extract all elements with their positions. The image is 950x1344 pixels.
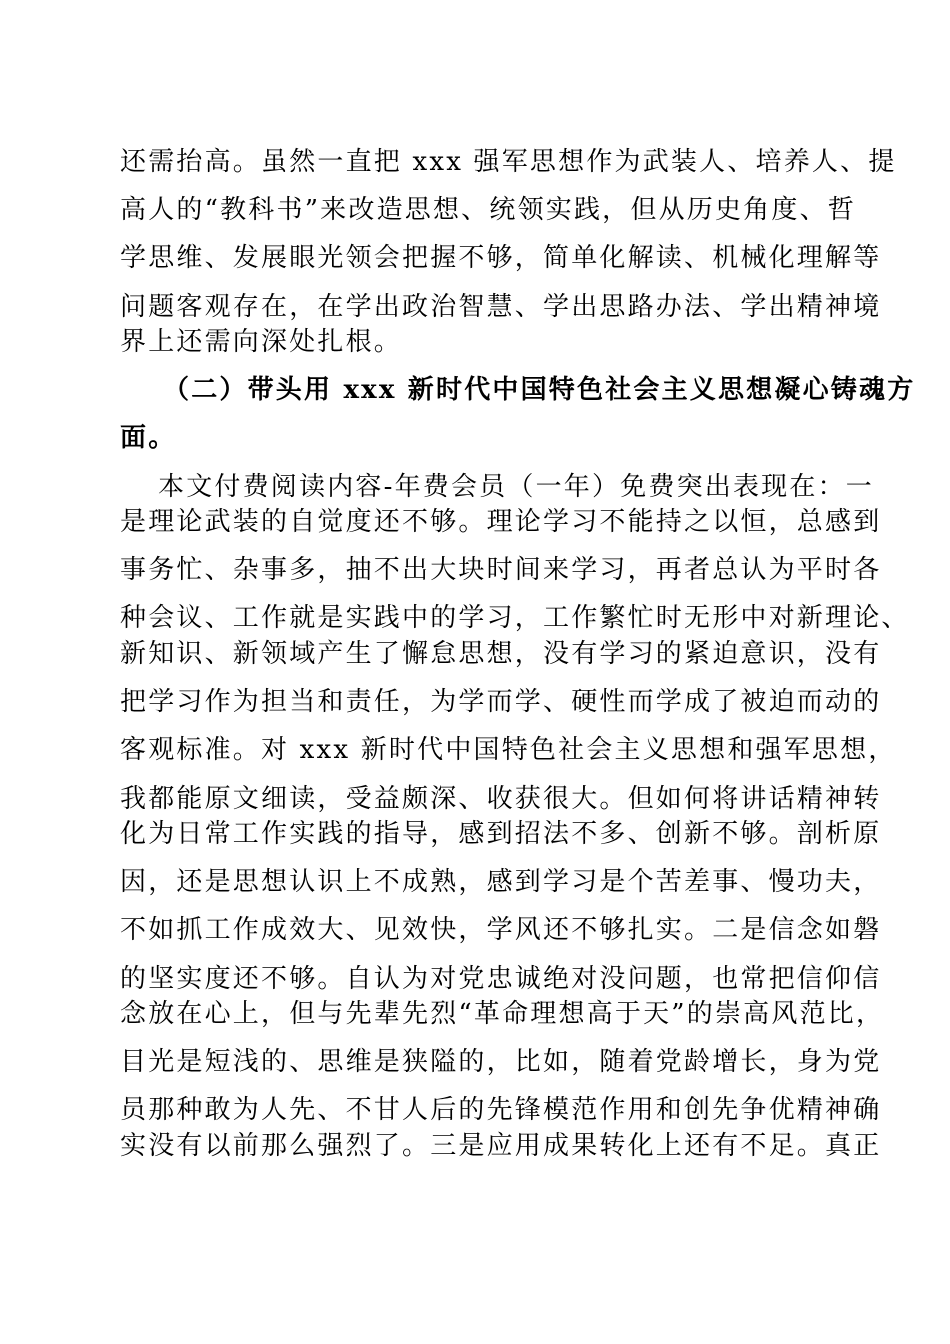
paragraph-line: 员那种敢为人先、不甘人后的先锋模范作用和创先争优精神确 <box>120 1095 882 1125</box>
paragraph-line: 新知识、新领域产生了懈怠思想，没有学习的紧迫意识，没有 <box>120 639 882 669</box>
paragraph-line: 是理论武装的自觉度还不够。理论学习不能持之以恒，总感到 <box>120 507 882 537</box>
paragraph-line: 的坚实度还不够。自认为对党忠诚绝对没问题，也常把信仰信 <box>120 964 882 994</box>
paragraph-line: 把学习作为担当和责任，为学而学、硬性而学成了被迫而动的 <box>120 687 882 717</box>
paragraph-line: 界上还需向深处扎根。 <box>120 327 403 357</box>
section-heading: （二）带头用 xxx 新时代中国特色社会主义思想凝心铸魂方 <box>163 375 916 405</box>
section-heading-continued: 面。 <box>120 423 177 453</box>
paragraph-line: 学思维、发展眼光领会把握不够，简单化解读、机械化理解等 <box>120 243 882 273</box>
paragraph-line: 我都能原文细读，受益颇深、收获很大。但如何将讲话精神转 <box>120 784 882 814</box>
paragraph-line: 还需抬高。虽然一直把 xxx 强军思想作为武装人、培养人、提 <box>120 147 897 177</box>
paragraph-line: 不如抓工作成效大、见效快，学风还不够扎实。二是信念如磐 <box>120 915 882 945</box>
paragraph-line: 种会议、工作就是实践中的学习，工作繁忙时无形中对新理论、 <box>120 603 910 633</box>
paragraph-line: 化为日常工作实践的指导，感到招法不多、创新不够。剖析原 <box>120 819 882 849</box>
paragraph-line: 本文付费阅读内容-年费会员（一年）免费突出表现在：一 <box>158 472 874 502</box>
paragraph-line: 客观标准。对 xxx 新时代中国特色社会主义思想和强军思想， <box>120 735 897 765</box>
paragraph-line: 实没有以前那么强烈了。三是应用成果转化上还有不足。真正 <box>120 1131 882 1161</box>
paragraph-line: 目光是短浅的、思维是狭隘的，比如，随着党龄增长，身为党 <box>120 1047 882 1077</box>
paragraph-line: 高人的“教科书”来改造思想、统领实践，但从历史角度、哲 <box>120 195 856 225</box>
paragraph-line: 事务忙、杂事多，抽不出大块时间来学习，再者总认为平时各 <box>120 555 882 585</box>
paragraph-line: 念放在心上，但与先辈先烈“革命理想高于天”的崇高风范比， <box>120 999 885 1029</box>
paragraph-line: 因，还是思想认识上不成熟，感到学习是个苦差事、慢功夫， <box>120 867 882 897</box>
paragraph-line: 问题客观存在，在学出政治智慧、学出思路办法、学出精神境 <box>120 292 882 322</box>
